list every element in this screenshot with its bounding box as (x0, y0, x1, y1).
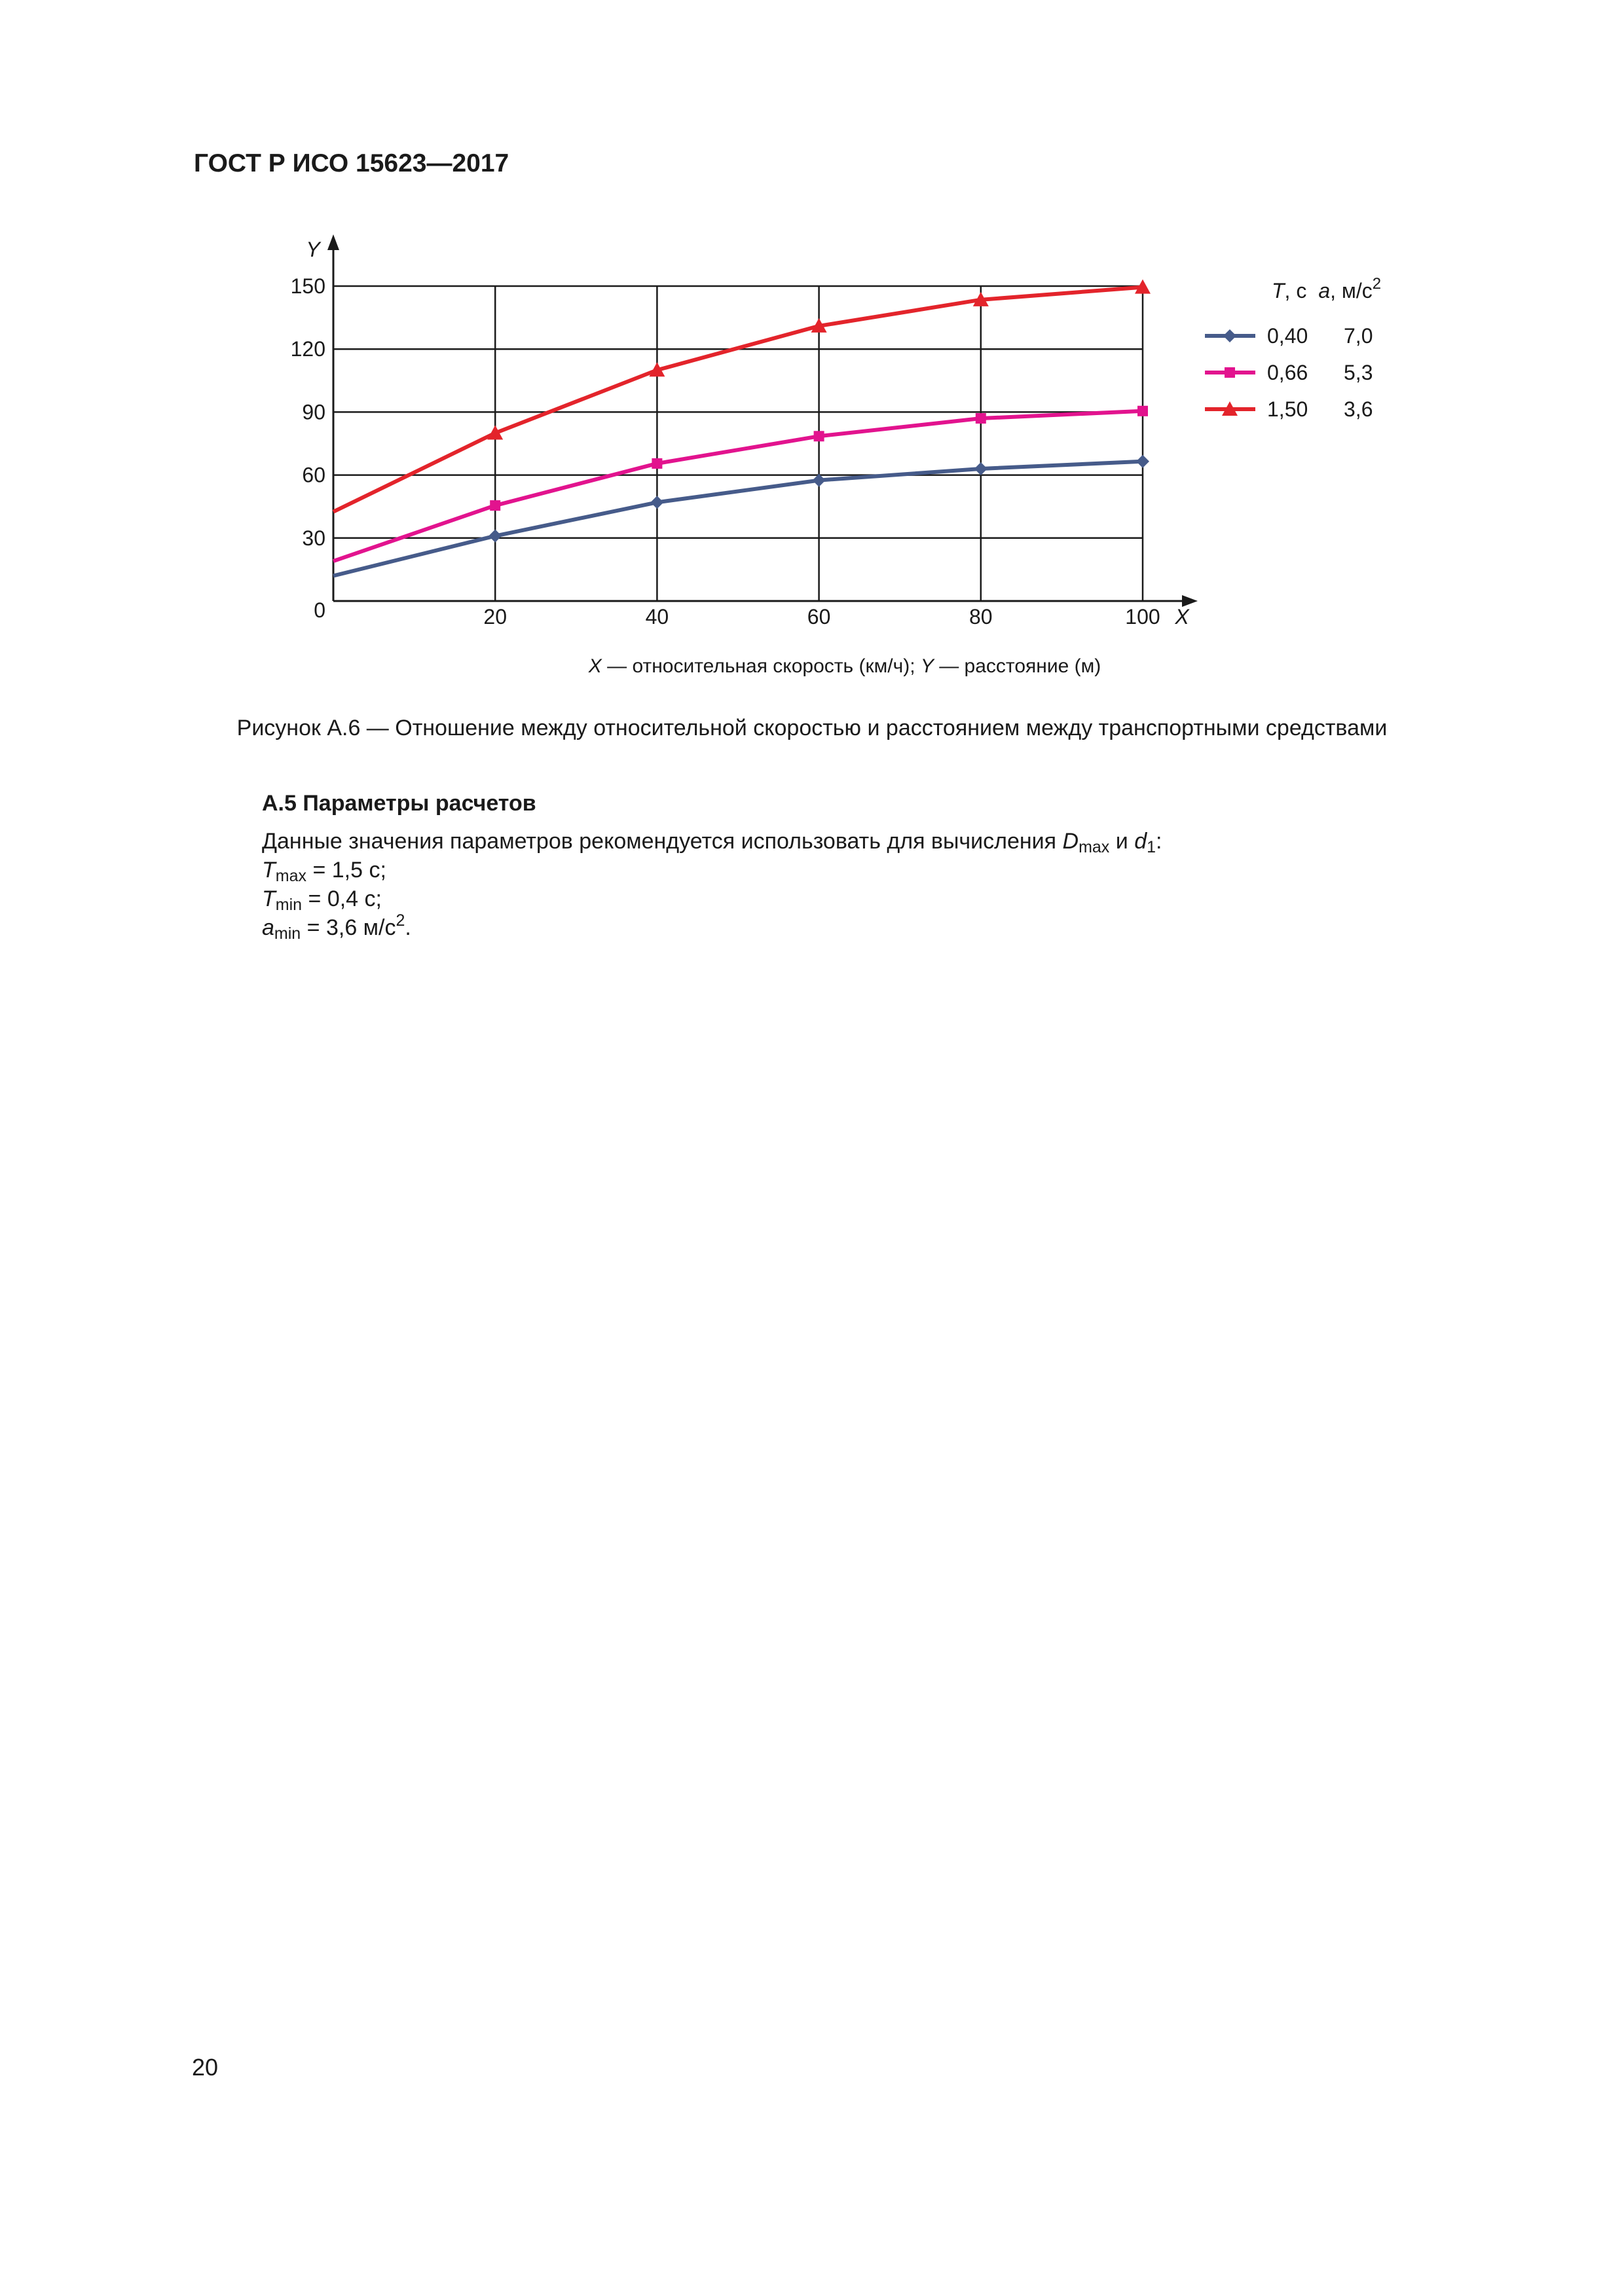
y-tick-label: 0 (314, 598, 325, 622)
data-point-square (1137, 406, 1148, 416)
y-axis-letter: Y (306, 238, 320, 261)
param-sub: min (274, 924, 301, 943)
param-symbol: T (262, 886, 276, 911)
legend-header: T, с a, $м/с^2$ (1272, 275, 1382, 302)
figure-caption: Рисунок А.6 — Отношение между относительной скоростью и расстоянием между транспортными средствами (236, 716, 1388, 740)
intro-end: : (1156, 829, 1162, 854)
data-point-diamond (489, 530, 502, 543)
axis-note-y-letter: Y (920, 655, 934, 677)
legend-t-value: 0,66 (1267, 361, 1308, 384)
param-value: = 0,4 с; (302, 886, 382, 911)
axis-note-y-text: — расстояние (м) (933, 655, 1101, 677)
data-point-square (652, 458, 662, 469)
legend-a-value: 3,6 (1344, 397, 1373, 421)
y-tick-label: 150 (290, 274, 325, 298)
chart-tick-labels (291, 238, 1190, 629)
document-header: ГОСТ Р ИСО 15623—2017 (194, 149, 509, 177)
param-t-min (262, 884, 1506, 913)
page-number: 20 (192, 2054, 219, 2081)
y-tick-label: 90 (302, 400, 325, 424)
y-tick-label: 30 (302, 526, 325, 550)
data-point-diamond (974, 462, 987, 475)
x-tick-label: 60 (807, 605, 831, 629)
chart-legend (1205, 275, 1381, 421)
axis-note-x-text: — относительная скорость (км/ч); (601, 655, 921, 677)
data-point-diamond (1136, 455, 1149, 468)
chart-grid (333, 286, 1143, 601)
param-tail: . (405, 915, 411, 940)
x-tick-label: 20 (483, 605, 507, 629)
data-point-square (976, 413, 986, 424)
intro-d-max-sub: max (1079, 838, 1110, 856)
x-axis-letter: X (1175, 605, 1189, 629)
param-symbol: a (262, 915, 274, 940)
series-line (333, 287, 1143, 512)
legend-item-1 (1205, 324, 1373, 348)
section-title: А.5 Параметры расчетов (262, 791, 536, 816)
legend-a-value: 7,0 (1344, 324, 1373, 348)
x-tick-label: 100 (1125, 605, 1160, 629)
data-point-diamond (650, 496, 663, 509)
param-value: = 1,5 с; (306, 858, 386, 883)
intro-text: Данные значения параметров рекомендуется использовать для вычисления (262, 829, 1063, 854)
intro-d-max-symbol: D (1062, 829, 1079, 854)
x-tick-label: 40 (645, 605, 669, 629)
axis-note (588, 655, 1101, 677)
chart-series (333, 280, 1151, 576)
y-axis-arrow (327, 234, 339, 250)
y-tick-label: 120 (290, 337, 325, 361)
param-a-min (262, 913, 1506, 942)
legend-item-3 (1205, 397, 1373, 421)
param-t-max (262, 856, 1506, 884)
axis-note-x-letter: X (588, 655, 602, 677)
section-a5 (262, 789, 1506, 942)
x-tick-label: 80 (969, 605, 993, 629)
param-value: = 3,6 м/с (301, 915, 396, 940)
param-symbol: T (262, 858, 276, 883)
legend-a-value: 5,3 (1344, 361, 1373, 384)
legend-t-value: 0,40 (1267, 324, 1308, 348)
y-tick-label: 60 (302, 463, 325, 487)
param-sub: min (275, 896, 303, 914)
intro-d1-symbol: d (1134, 829, 1147, 854)
data-point-square (1225, 367, 1235, 378)
series-1 (333, 455, 1149, 576)
intro-and: и (1109, 829, 1135, 854)
section-intro (262, 827, 1506, 856)
intro-d1-sub: 1 (1147, 838, 1156, 856)
series-3 (333, 280, 1151, 512)
distance-speed-chart (0, 0, 1624, 720)
data-point-diamond (1223, 329, 1236, 342)
legend-item-2 (1205, 361, 1373, 384)
param-sup: 2 (396, 911, 405, 930)
data-point-square (814, 431, 824, 441)
legend-t-value: 1,50 (1267, 397, 1308, 421)
param-sub: max (275, 867, 307, 885)
chart-axes (327, 234, 1198, 607)
data-point-square (490, 500, 500, 511)
